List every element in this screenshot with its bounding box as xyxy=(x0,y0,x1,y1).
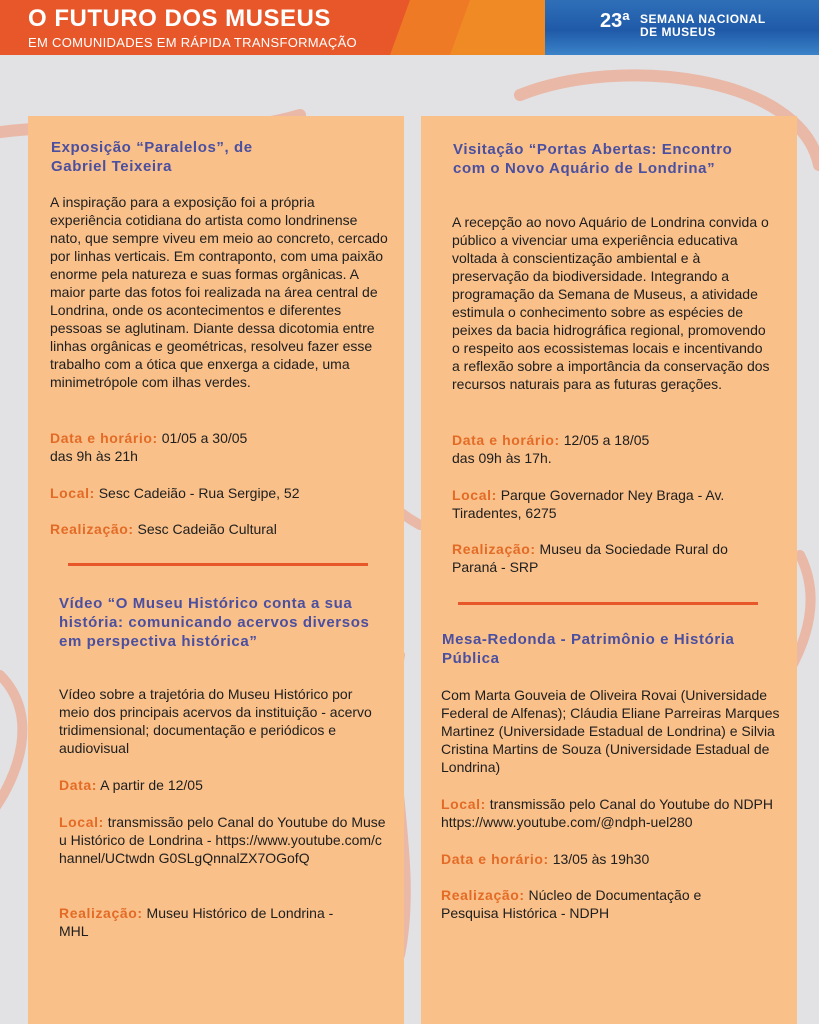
local-value: Parque Governador Ney Braga - Av. Tiradentes, 6275 xyxy=(452,487,725,521)
event-org-block xyxy=(50,520,390,538)
event-local-block xyxy=(50,484,390,502)
event-name-line2: DE MUSEUS xyxy=(640,25,716,39)
event-title-paralelos-block xyxy=(51,138,311,176)
org-label: Realização: xyxy=(50,521,134,537)
date-value: A partir de 12/05 xyxy=(97,777,203,793)
local-value: Sesc Cadeião - Rua Sergipe, 52 xyxy=(94,485,300,501)
org-label: Realização: xyxy=(452,541,536,557)
date-value: 13/05 às 19h30 xyxy=(548,851,650,867)
event-title-video-block xyxy=(59,594,379,651)
event-local-block xyxy=(441,795,786,831)
local-label: Local: xyxy=(59,814,104,830)
page-subtitle: EM COMUNIDADES EM RÁPIDA TRANSFORMAÇÃO xyxy=(28,35,357,50)
time-value: das 9h às 21h xyxy=(50,448,138,464)
event-title: Mesa-Redonda - Patrimônio e História Pública xyxy=(442,631,735,667)
org-value: Sesc Cadeião Cultural xyxy=(133,521,277,537)
org-label: Realização: xyxy=(59,905,143,921)
event-title-mesa-block xyxy=(442,630,742,668)
event-local-block xyxy=(452,486,762,522)
page-title: O FUTURO DOS MUSEUS xyxy=(28,5,331,32)
section-divider xyxy=(458,602,758,605)
event-org-block xyxy=(59,904,339,940)
event-date-block xyxy=(59,776,389,794)
right-card xyxy=(421,116,797,1024)
org-label: Realização: xyxy=(441,887,525,903)
local-label: Local: xyxy=(50,485,95,501)
event-title-aquario-block xyxy=(453,140,753,178)
event-local-block xyxy=(59,813,387,867)
event-date-block xyxy=(441,850,786,868)
date-value: 12/05 a 18/05 xyxy=(559,432,650,448)
event-description-block xyxy=(452,213,772,393)
event-description-block xyxy=(441,686,786,776)
left-card xyxy=(28,116,404,1024)
event-description-block xyxy=(50,193,390,391)
local-label: Local: xyxy=(452,487,497,503)
event-title: Exposição “Paralelos”, de Gabriel Teixeira xyxy=(51,139,253,175)
org-value: Núcleo de Documentação e Pesquisa Histórica - NDPH xyxy=(441,887,702,921)
local-value: transmissão pelo Canal do Youtube do NDPH https://www.youtube.com/@ndph-uel280 xyxy=(441,796,774,830)
local-value: transmissão pelo Canal do Youtube do Museu Histórico de Londrina - https://www.youtube.com/channel/UCtwdn G0SLgQnnalZX7OGofQ xyxy=(59,814,386,866)
event-description: A recepção ao novo Aquário de Londrina convida o público a vivenciar uma experiência educativa voltada à conscientização ambiental e à preservação da biodiversidade. Integrando a programação da Semana de Museus, a atividade estimula o conhecimento sobre as espécies de peixes da bacia hidrográfica regional, promovendo o respeito aos ecossistemas locais e incentivando a reflexão sobre a importância da conservação dos recursos naturais para as futuras gerações. xyxy=(452,214,770,392)
event-description: Vídeo sobre a trajetória do Museu Histórico por meio dos principais acervos da instituição - acervo tridimensional; documentação e periódicos e audiovisual xyxy=(59,686,372,756)
section-divider xyxy=(68,563,368,566)
event-org-block xyxy=(452,540,772,576)
event-description: Com Marta Gouveia de Oliveira Rovai (Universidade Federal de Alfenas); Cláudia Eliane Parreiras Marques Martinez (Universidade Estadual de Londrina) e Silvia Cristina Martins de Souza (Universidade Estadual de Londrina) xyxy=(441,687,780,775)
date-label: Data: xyxy=(59,777,98,793)
event-date-block xyxy=(50,429,390,465)
event-date-block xyxy=(452,431,782,467)
event-description-block xyxy=(59,685,379,757)
date-label: Data e horário: xyxy=(452,432,560,448)
org-value: Museu Histórico de Londrina - MHL xyxy=(59,905,334,939)
date-label: Data e horário: xyxy=(50,430,158,446)
date-value: 01/05 a 30/05 xyxy=(157,430,248,446)
org-value: Museu da Sociedade Rural do Paraná - SRP xyxy=(452,541,728,575)
event-title: Visitação “Portas Abertas: Encontro com o Novo Aquário de Londrina” xyxy=(453,141,733,177)
date-label: Data e horário: xyxy=(441,851,549,867)
event-name-line1: SEMANA NACIONAL xyxy=(640,12,766,26)
event-number: 23ª xyxy=(600,10,630,32)
local-label: Local: xyxy=(441,796,486,812)
time-value: das 09h às 17h. xyxy=(452,450,552,466)
event-title: Vídeo “O Museu Histórico conta a sua história: comunicando acervos diversos em perspectiva histórica” xyxy=(59,595,370,650)
event-org-block xyxy=(441,886,761,922)
header-banner xyxy=(0,0,819,55)
event-name xyxy=(640,13,766,39)
event-description: A inspiração para a exposição foi a própria experiência cotidiana do artista como londrinense nato, que sempre viveu em meio ao concreto, cercado por linhas verticais. Em contraponto, com uma paixão enorme pela natureza e suas formas orgânicas. A maior parte das fotos foi realizada na área central de Londrina, onde os acontecimentos e diferentes pessoas se aglutinam. Diante dessa dicotomia entre linhas orgânicas e geométricas, resolveu fazer esse trabalho com a ótica que enxerga a cidade, uma minimetrópole com ilhas verdes. xyxy=(50,194,388,390)
